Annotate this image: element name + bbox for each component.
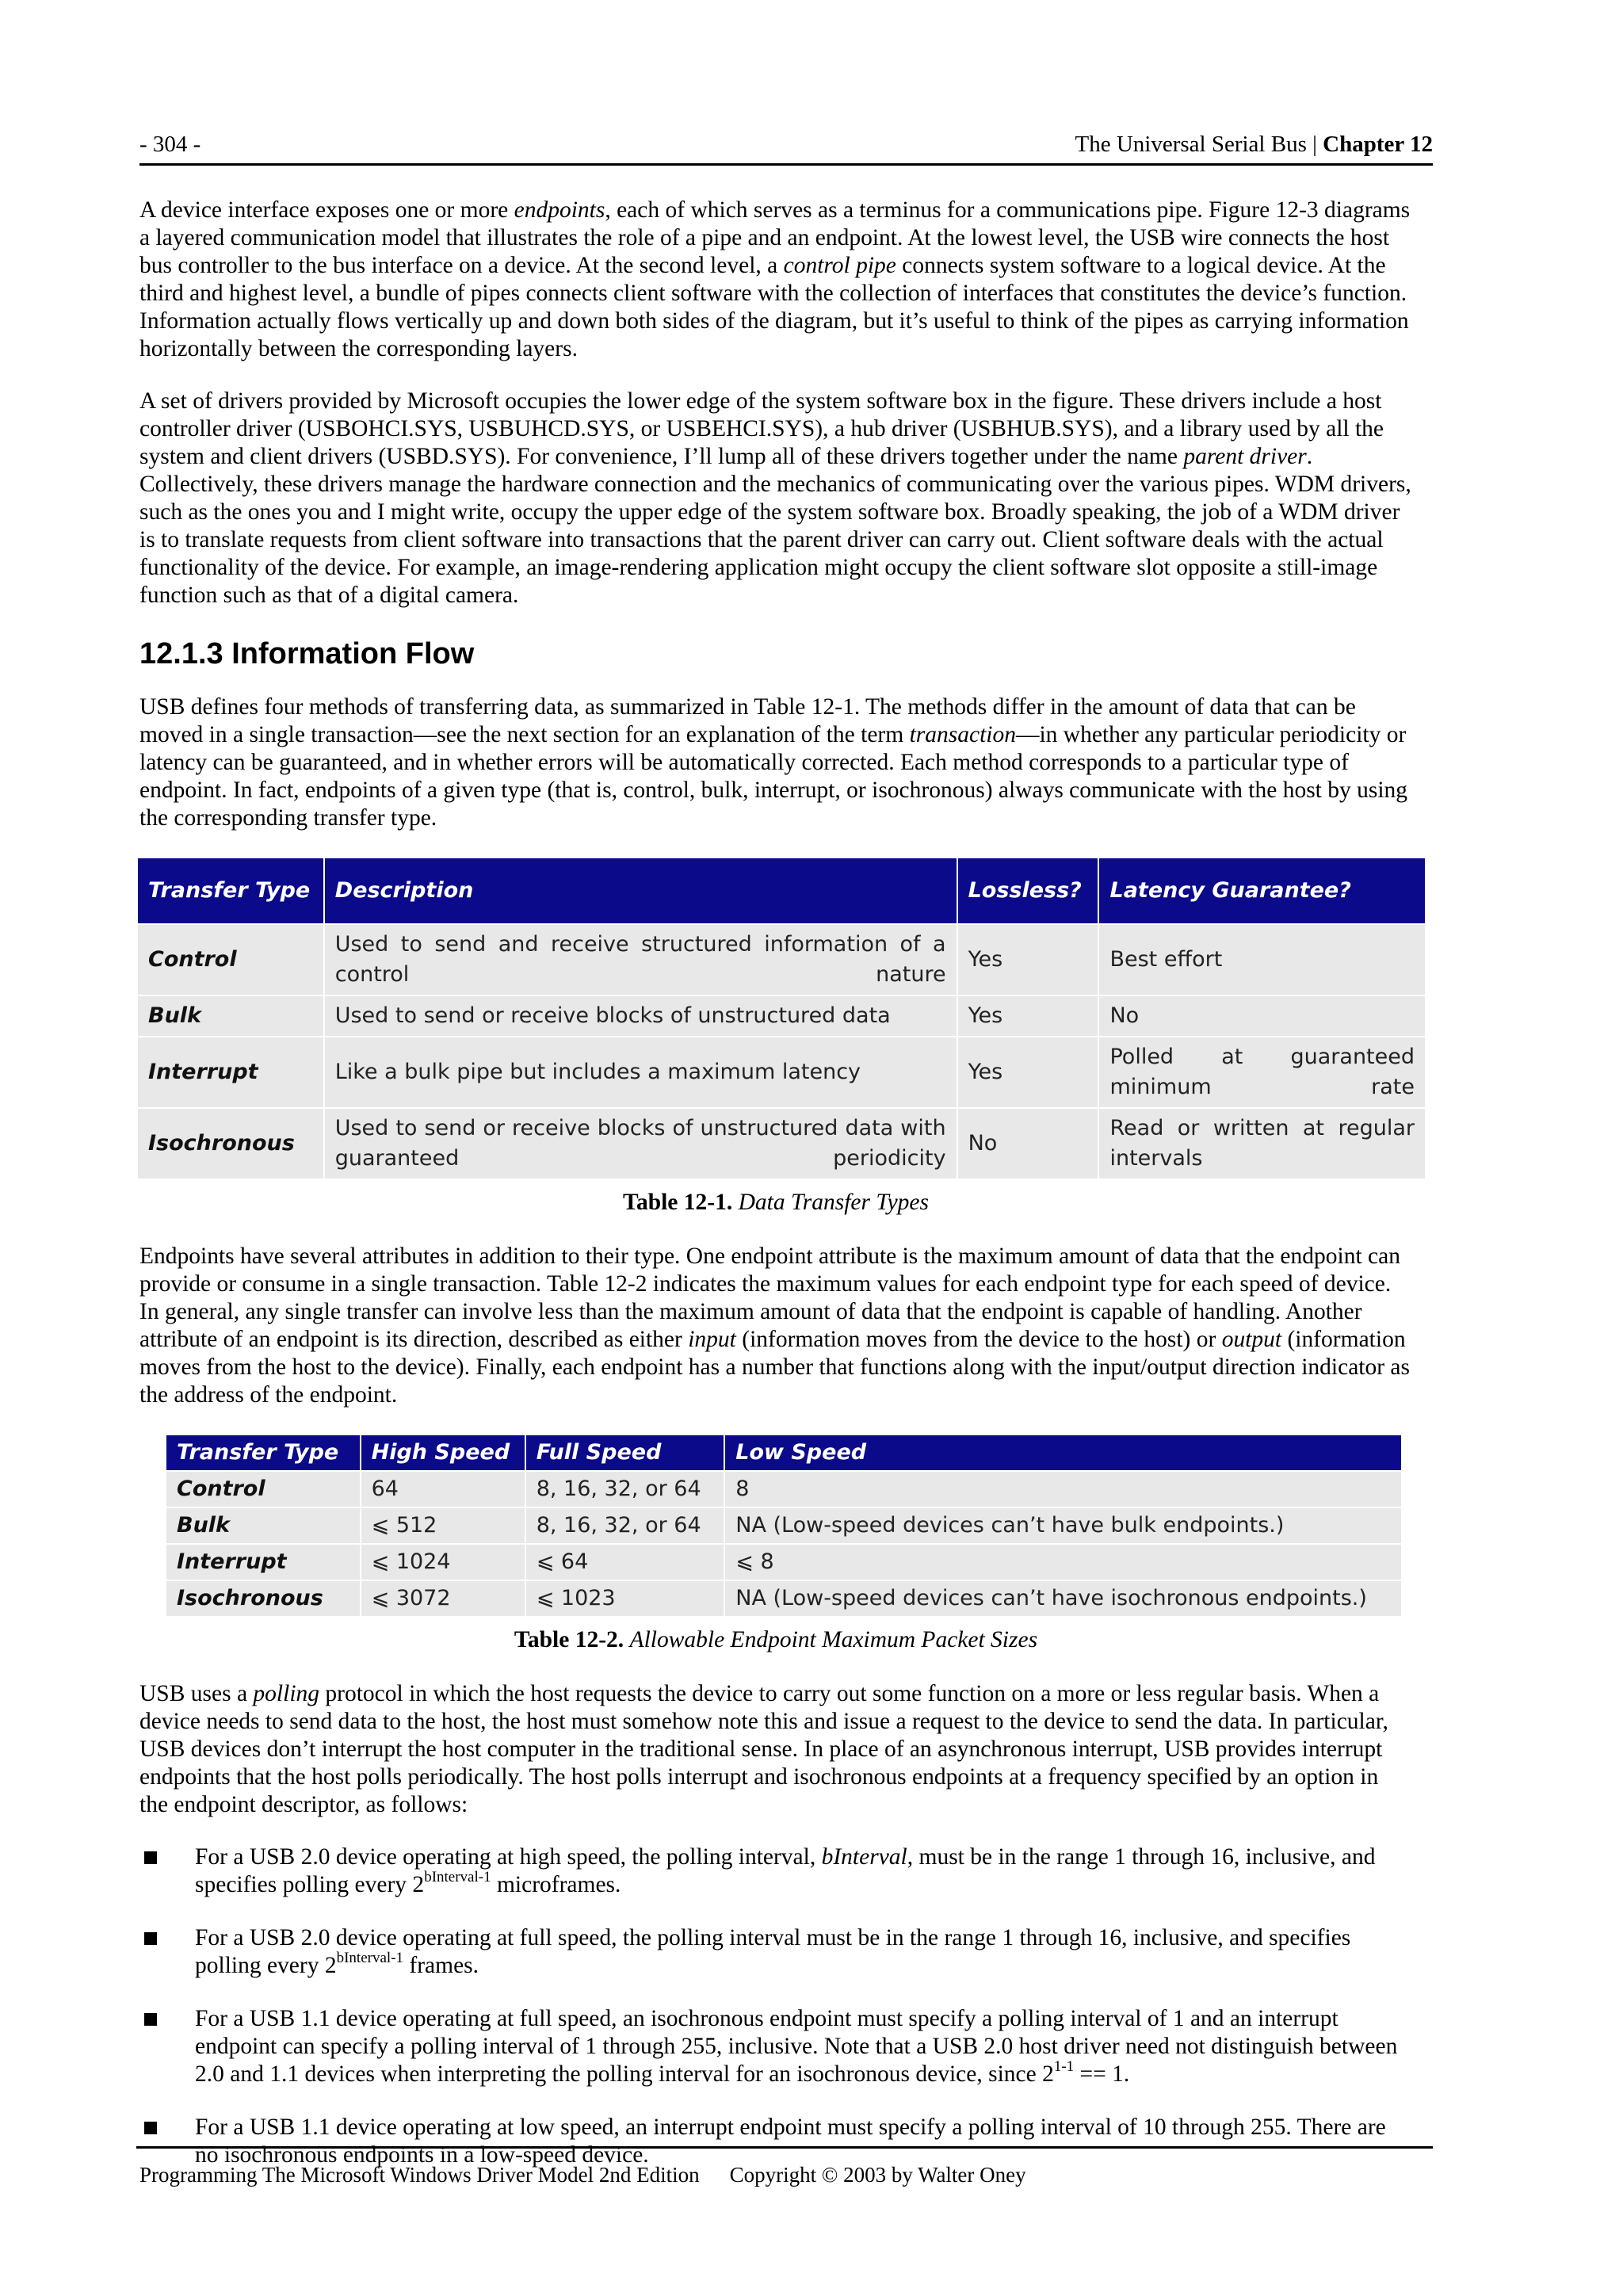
text-run: For a USB 1.1 device operating at low speed, an interrupt endpoint must specify a polling interval of 10 through 255. There are no isochronous endpoints in a low-speed device.: [195, 2115, 1386, 2168]
text-run: connects system software to a logical device. At the third and highest level, a bundle of pipes connects client software with the collection of interfaces that constitutes the device’s function. Information actually flows vertically up and down both sides of the diagram, but it’s useful to think of the pipes as carrying information horizontally between the corresponding layers.: [139, 253, 1409, 361]
table-data-transfer-types: [136, 857, 1426, 1180]
table-row: [166, 1581, 1401, 1616]
text-run: USB defines four methods of transferring data, as summarized in Table 12-1. The methods differ in the amount of data that can be moved in a single transaction—see the next section for an explanation of the term: [139, 694, 1356, 747]
emphasis: output: [1221, 1327, 1282, 1352]
table-row: [166, 1508, 1401, 1543]
text-run: For a USB 1.1 device operating at full speed, an isochronous endpoint must specify a polling interval of 1 and an interrupt endpoint can specify a polling interval of 1 through 255, inclusive. Note that a USB 2.0 host driver need not distinguish between 2.0 and 1.1 devices when interpreting the polling interval for an isochronous device, since 2: [195, 2006, 1398, 2087]
book-title: The Universal Serial Bus |: [1075, 132, 1323, 157]
paragraph-drivers: [139, 388, 1412, 609]
chapter-label: Chapter 12: [1323, 132, 1433, 157]
column-header: High Speed: [361, 1435, 525, 1470]
text-run: —in whether any particular periodicity or latency can be guaranteed, and in whether errors will be automatically corrected. Each method corresponds to a particular type of endpoint. In fact, endpoints of a given type (that is, control, bulk, interrupt, or isochronous) always communicate with the host by using the corresponding transfer type.: [139, 722, 1408, 831]
table-cell: Yes: [958, 996, 1098, 1036]
column-header: Latency Guarantee?: [1099, 858, 1425, 923]
table-cell: 8: [725, 1472, 1401, 1507]
table-row: [138, 925, 1425, 995]
row-header: Interrupt: [166, 1545, 360, 1580]
superscript: 1-1: [1053, 2058, 1075, 2075]
table-cell: 64: [361, 1472, 525, 1507]
text-run: Endpoints have several attributes in addition to their type. One endpoint attribute is the maximum amount of data that the endpoint can provide or consume in a single transaction. Table 12-2 indicates the maximum values for each endpoint type for each speed of device. In general, any single transfer can involve less than the maximum amount of data that the endpoint is capable of handling. Another attribute of an endpoint is its direction, described as either: [139, 1244, 1400, 1352]
column-header: Transfer Type: [138, 858, 323, 923]
row-header: Isochronous: [138, 1109, 323, 1179]
caption-number: Table 12-1.: [622, 1190, 733, 1215]
table-cell: ⩽ 3072: [361, 1581, 525, 1616]
text-run: . Collectively, these drivers manage the hardware connection and the mechanics of communicating over the various pipes. WDM drivers, such as the ones you and I might write, occupy the upper edge of the system software box. Broadly speaking, the job of a WDM driver is to translate requests from client software into transactions that the parent driver can carry out. Client software deals with the actual functionality of the device. For example, an image-rendering application might occupy the client software slot opposite a still-image function such as that of a digital camera.: [139, 444, 1411, 608]
text-run: frames.: [403, 1953, 479, 1978]
table-caption: [139, 1627, 1412, 1653]
table-caption: [139, 1190, 1412, 1216]
footer-book-title: Programming The Microsoft Windows Driver Model 2nd Edition: [139, 2163, 700, 2187]
text-run: microframes.: [491, 1872, 621, 1897]
emphasis: parent driver: [1183, 444, 1307, 469]
table-row: [138, 1037, 1425, 1107]
row-header: Control: [166, 1472, 360, 1507]
text-run: == 1.: [1074, 2061, 1130, 2087]
table-cell: 8, 16, 32, or 64: [526, 1508, 724, 1543]
page-content: [139, 197, 1415, 2195]
table-header-row: [166, 1435, 1401, 1470]
table-row: [166, 1472, 1401, 1507]
text-run: A device interface exposes one or more: [139, 197, 514, 223]
column-header: Full Speed: [526, 1435, 724, 1470]
table-row: [138, 996, 1425, 1036]
superscript: bInterval-1: [424, 1869, 491, 1885]
row-header: Interrupt: [138, 1037, 323, 1107]
column-header: Lossless?: [958, 858, 1098, 923]
table-cell: No: [1099, 996, 1425, 1036]
table-cell: 8, 16, 32, or 64: [526, 1472, 724, 1507]
table-cell: ⩽ 8: [725, 1545, 1401, 1580]
table-cell: ⩽ 512: [361, 1508, 525, 1543]
superscript: bInterval-1: [336, 1950, 404, 1966]
text-run: A set of drivers provided by Microsoft occupies the lower edge of the system software box in the figure. These drivers include a host controller driver (USBOHCI.SYS, USBUHCD.SYS, or USBEHCI.SYS), a hub driver (USBHUB.SYS), and a library used by all the system and client drivers (USBD.SYS). For convenience, I’ll lump all of these drivers together under the name: [139, 388, 1384, 469]
polling-rules-list: [139, 1843, 1412, 2169]
section-heading: 12.1.3 Information Flow: [139, 637, 475, 670]
table-cell: NA (Low-speed devices can’t have bulk endpoints.): [725, 1508, 1401, 1543]
text-run: (information moves from the host to the device). Finally, each endpoint has a number that functions along with the input/output direction indicator as the address of the endpoint.: [139, 1327, 1411, 1408]
row-header: Isochronous: [166, 1581, 360, 1616]
text-run: protocol in which the host requests the device to carry out some function on a more or less regular basis. When a device needs to send data to the host, the host must somehow note this and issue a request to the device to send the data. In particular, USB devices don’t interrupt the host computer in the traditional sense. In place of an asynchronous interrupt, USB provides interrupt endpoints that the host polls periodically. The host polls interrupt and isochronous endpoints at a frequency specified by an option in the endpoint descriptor, as follows:: [139, 1681, 1388, 1817]
text-run: , must be in the range 1 through 16, inclusive, and specifies polling every 2: [195, 1844, 1376, 1897]
table-cell: ⩽ 1024: [361, 1545, 525, 1580]
table-cell: No: [958, 1109, 1098, 1179]
table-cell: Yes: [958, 925, 1098, 995]
text-run: (information moves from the device to the host) or: [735, 1327, 1222, 1352]
bullet-square-icon: [144, 2013, 157, 2026]
table-cell: Best effort: [1099, 925, 1425, 995]
table-cell: Like a bulk pipe but includes a maximum latency: [325, 1037, 957, 1107]
emphasis: input: [688, 1327, 736, 1352]
page-footer: [136, 2146, 1433, 2187]
column-header: Low Speed: [725, 1435, 1401, 1470]
emphasis: polling: [253, 1681, 320, 1706]
running-title: [1075, 132, 1433, 158]
list-item: [139, 1843, 1412, 1899]
emphasis: transaction: [909, 722, 1016, 747]
caption-number: Table 12-2.: [514, 1627, 624, 1652]
paragraph-endpoints: [139, 197, 1412, 363]
table-cell: Polled at guaranteed minimum rate: [1099, 1037, 1425, 1107]
caption-text: Allowable Endpoint Maximum Packet Sizes: [629, 1627, 1038, 1652]
footer-copyright: Copyright © 2003 by Walter Oney: [729, 2163, 1026, 2187]
table-row: [166, 1545, 1401, 1580]
table-cell: Used to send and receive structured information of a control nature: [325, 925, 957, 995]
list-item: [139, 2005, 1412, 2088]
column-header: Transfer Type: [166, 1435, 360, 1470]
paragraph-endpoint-attributes: [139, 1243, 1412, 1409]
row-header: Bulk: [166, 1508, 360, 1543]
row-header: Control: [138, 925, 323, 995]
table-cell: Read or written at regular intervals: [1099, 1109, 1425, 1179]
emphasis: bInterval: [821, 1844, 907, 1870]
table-cell: Used to send or receive blocks of unstructured data: [325, 996, 957, 1036]
bullet-square-icon: [144, 1932, 157, 1945]
emphasis: endpoints: [514, 197, 605, 223]
column-header: Description: [325, 858, 957, 923]
text-run: , each of which serves as a terminus for a communications pipe. Figure 12-3 diagrams a layered communication model that illustrates the role of a pipe and an endpoint. At the lowest level, the USB wire connects the host bus controller to the bus interface on a device. At the second level, a: [139, 197, 1411, 278]
page-header: [139, 132, 1433, 166]
page-number: - 304 -: [139, 132, 201, 157]
table-cell: ⩽ 64: [526, 1545, 724, 1580]
text-run: USB uses a: [139, 1681, 254, 1706]
table-row: [138, 1109, 1425, 1179]
paragraph-transfer-methods: [139, 693, 1412, 832]
table-cell: ⩽ 1023: [526, 1581, 724, 1616]
table-packet-sizes: [165, 1434, 1403, 1618]
emphasis: control pipe: [783, 253, 896, 278]
text-run: For a USB 2.0 device operating at high speed, the polling interval,: [195, 1844, 822, 1870]
table-cell: NA (Low-speed devices can’t have isochronous endpoints.): [725, 1581, 1401, 1616]
bullet-square-icon: [144, 2122, 157, 2134]
text-run: For a USB 2.0 device operating at full speed, the polling interval must be in the range 1 through 16, inclusive, and specifies polling every 2: [195, 1925, 1351, 1978]
row-header: Bulk: [138, 996, 323, 1036]
table-cell: Yes: [958, 1037, 1098, 1107]
table-header-row: [138, 858, 1425, 923]
caption-text: Data Transfer Types: [738, 1190, 930, 1215]
paragraph-polling: [139, 1680, 1412, 1819]
list-item: [139, 1924, 1412, 1980]
table-cell: Used to send or receive blocks of unstructured data with guaranteed periodicity: [325, 1109, 957, 1179]
bullet-square-icon: [144, 1851, 157, 1864]
